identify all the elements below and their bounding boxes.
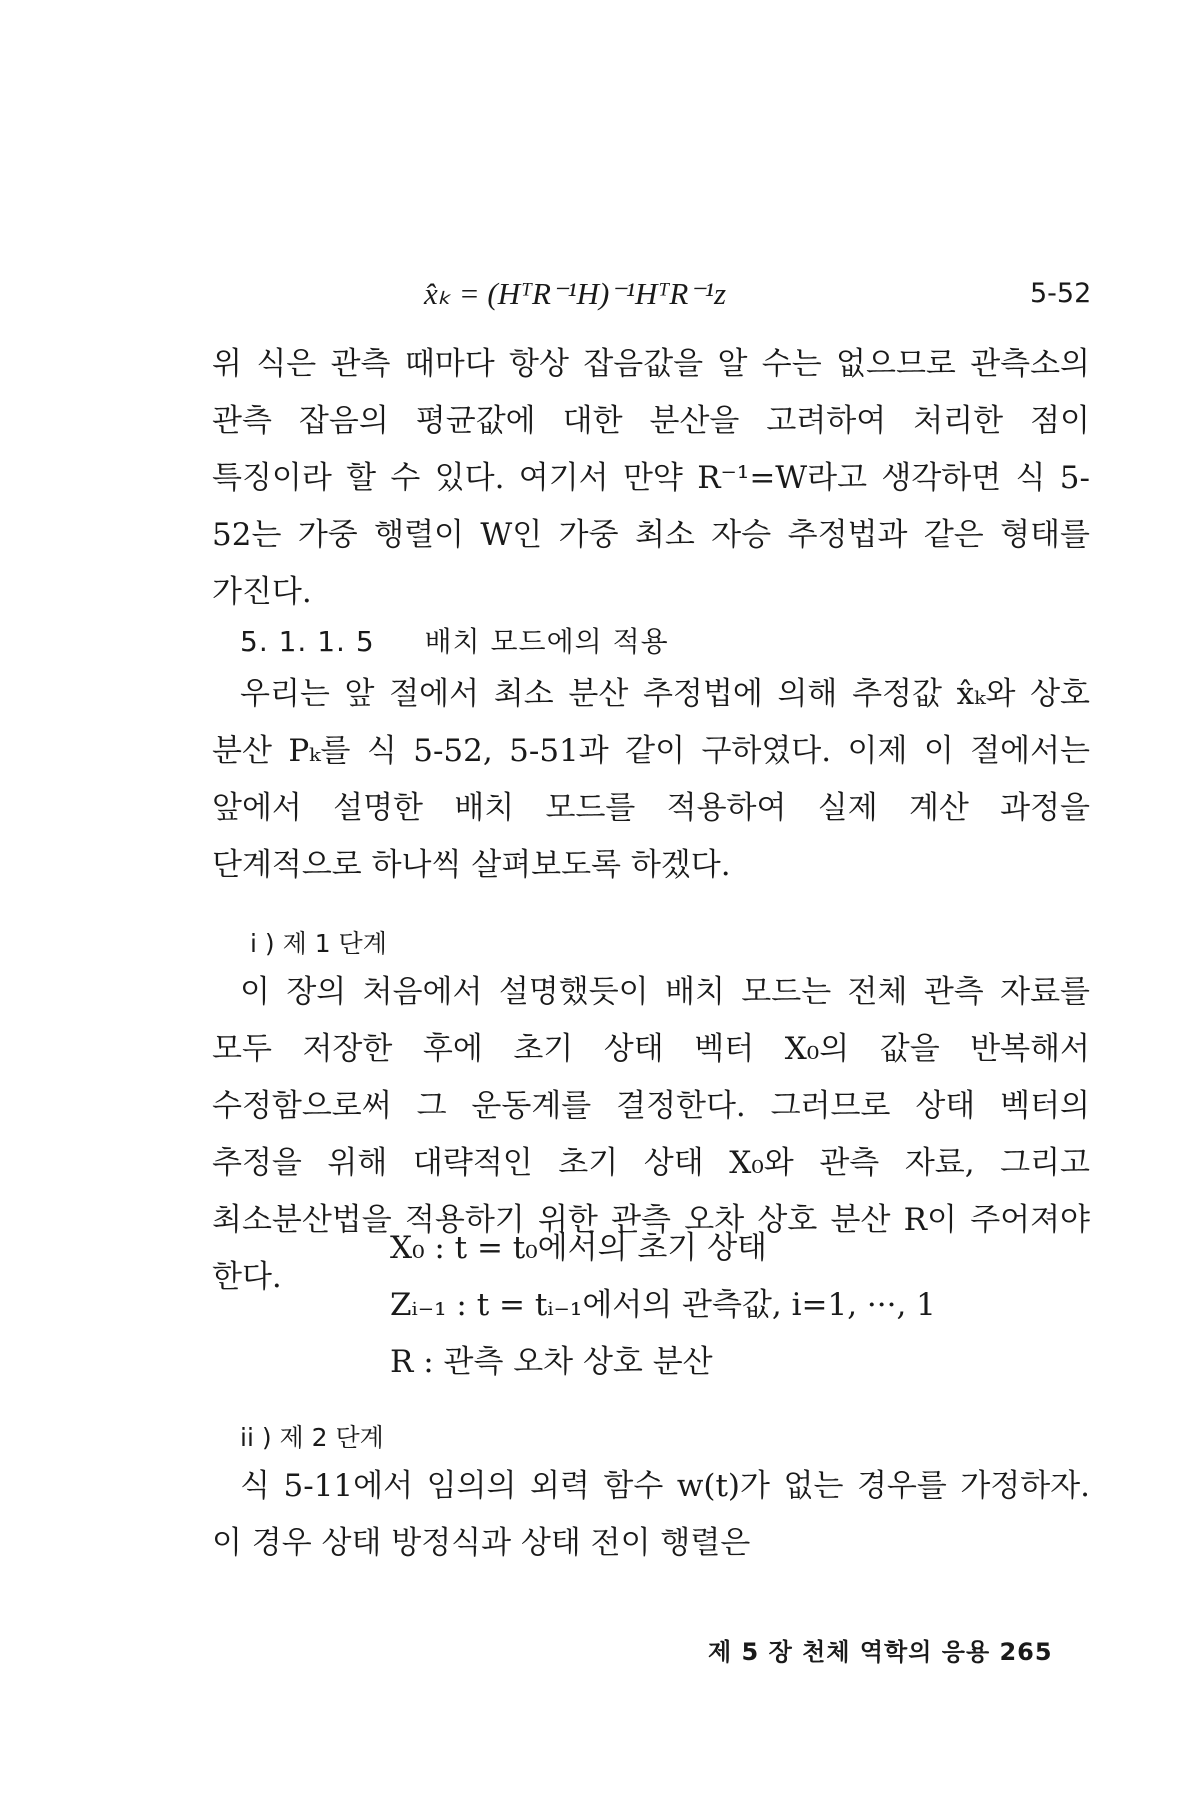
step-1-text: 이 장의 처음에서 설명했듯이 배치 모드는 전체 관측 자료를 모두 저장한 후에 초기 상태 벡터 X₀의 값을 반복해서 수정함으로써 그 운동계를 결정한다. 그러므로 상태 벡터의 추정을 위해 대략적인 초기 상태 X₀와 관측 자료, 그리고 최소분산법을 적용하기 위한 관측 오차 상호 분산 R이 주어져야 한다. [212, 974, 1090, 1295]
definition-r: R : 관측 오차 상호 분산 [390, 1344, 713, 1380]
step-1-heading: i ) 제 1 단계 [250, 929, 387, 958]
section-heading [240, 620, 1118, 660]
equation-number: 5-52 [1030, 278, 1092, 309]
section-number: 5. 1. 1. 5 [240, 625, 375, 658]
definition-list [390, 1220, 936, 1391]
definition-z: Zᵢ₋₁ : t = tᵢ₋₁에서의 관측값, i=1, ···, 1 [390, 1287, 936, 1323]
equation-5-52: x̂ₖ = (HᵀR⁻¹H)⁻¹HᵀR⁻¹z [424, 276, 727, 311]
page-footer: 제 5 장 천체 역학의 응용 265 [708, 1638, 1053, 1666]
paragraph-1: 위 식은 관측 때마다 항상 잡음값을 알 수는 없으므로 관측소의 관측 잡음의 평균값에 대한 분산을 고려하여 처리한 점이 특징이라 할 수 있다. 여기서 만약 R⁻¹=W라고 생각하면 식 5-52는 가중 행렬이 W인 가중 최소 자승 추정법과 같은 형태를 가진다. [212, 346, 1090, 610]
step-2-heading: ii ) 제 2 단계 [240, 1423, 384, 1452]
definition-x0: X₀ : t = t₀에서의 초기 상태 [390, 1230, 768, 1266]
section-title: 배치 모드에의 적용 [424, 625, 669, 658]
paragraph-2: 우리는 앞 절에서 최소 분산 추정법에 의해 추정값 x̂ₖ와 상호 분산 Pₖ를 식 5-52, 5-51과 같이 구하였다. 이제 이 절에서는 앞에서 설명한 배치 모드를 적용하여 실제 계산 과정을 단계적으로 하나씩 살펴보도록 하겠다. [212, 676, 1090, 883]
step-2-text: 식 5-11에서 임의의 외력 함수 w(t)가 없는 경우를 가정하자. 이 경우 상태 방정식과 상태 전이 행렬은 [212, 1468, 1090, 1561]
